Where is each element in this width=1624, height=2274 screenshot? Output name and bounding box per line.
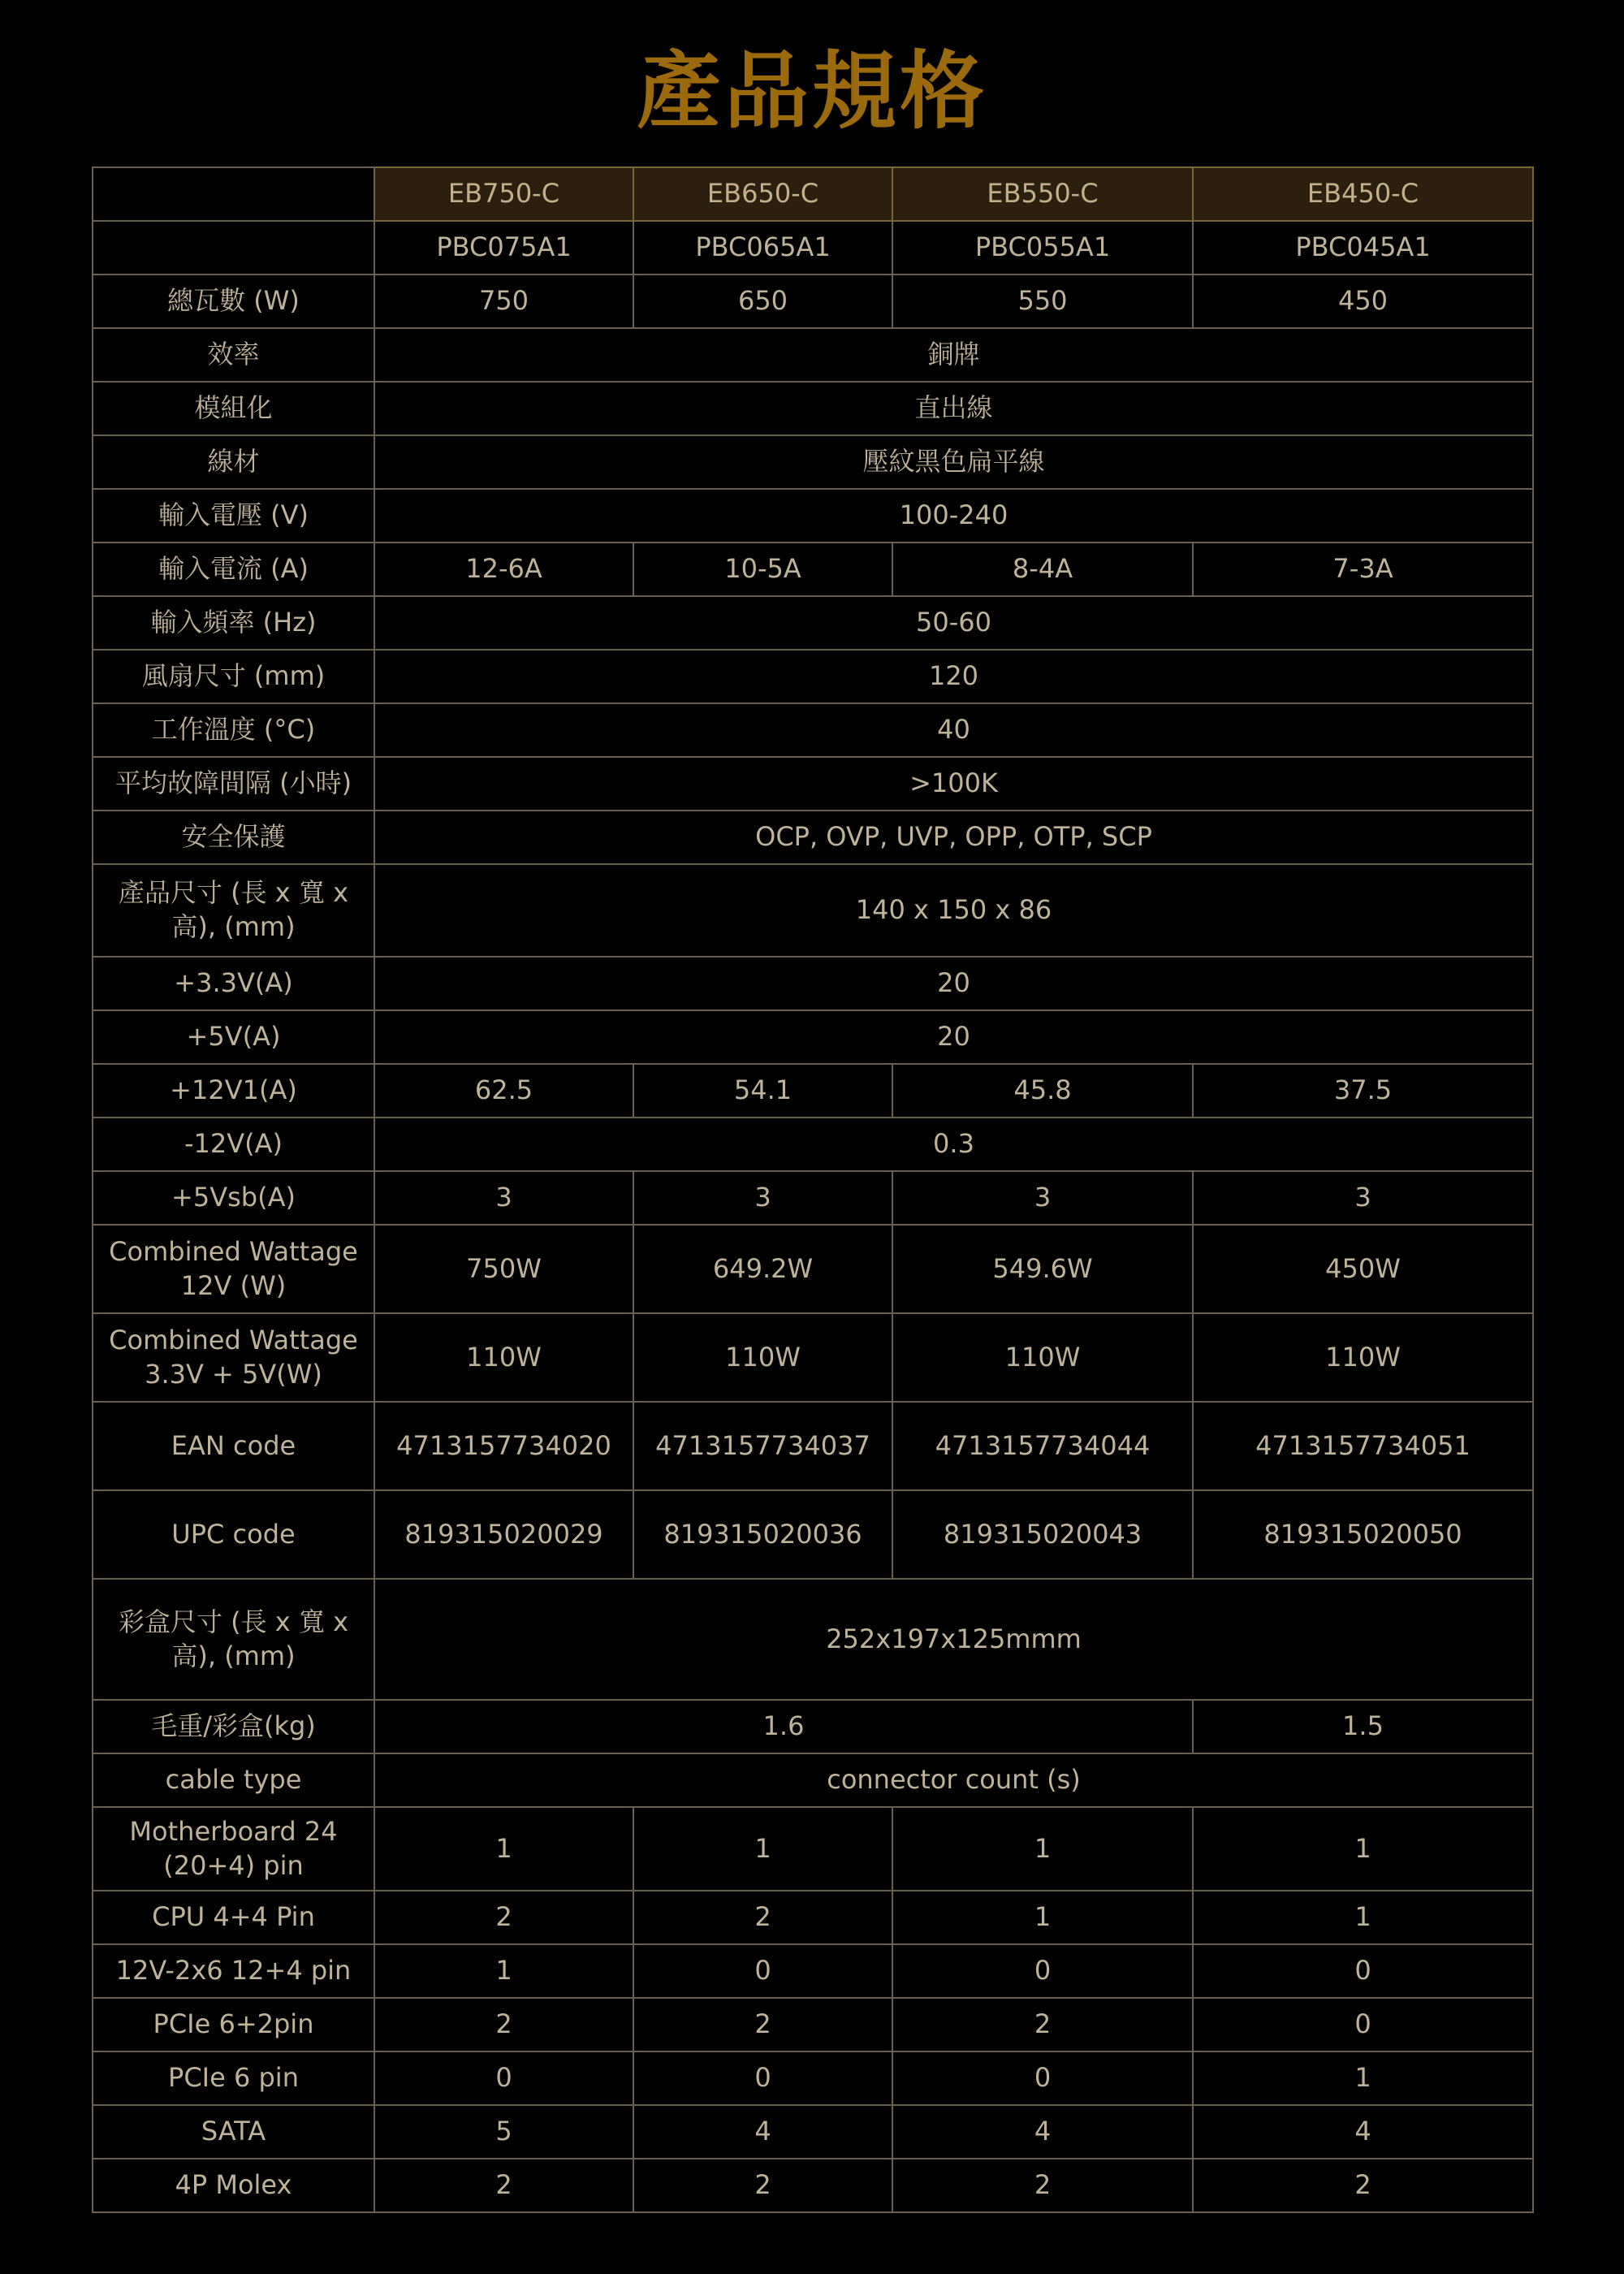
model-name-cell: EB450-C xyxy=(1193,167,1533,221)
spec-value: 550 xyxy=(892,275,1193,328)
spec-row xyxy=(93,1944,1533,1998)
spec-value: 2 xyxy=(374,1891,633,1944)
spec-label: Combined Wattage 3.3V + 5V(W) xyxy=(93,1313,374,1402)
spec-value: 40 xyxy=(374,703,1533,757)
spec-value: 100-240 xyxy=(374,489,1533,543)
spec-value: 120 xyxy=(374,650,1533,703)
spec-label: +3.3V(A) xyxy=(93,957,374,1010)
spec-value: 252x197x125mmm xyxy=(374,1579,1533,1700)
spec-value: 62.5 xyxy=(374,1064,633,1118)
spec-label: 輸入電流 (A) xyxy=(93,543,374,596)
spec-value: 110W xyxy=(374,1313,633,1402)
spec-value: 750W xyxy=(374,1225,633,1313)
spec-label: 12V-2x6 12+4 pin xyxy=(93,1944,374,1998)
spec-row xyxy=(93,435,1533,489)
spec-value: 750 xyxy=(374,275,633,328)
spec-value: 4 xyxy=(633,2105,892,2159)
spec-label: Combined Wattage 12V (W) xyxy=(93,1225,374,1313)
spec-value: 45.8 xyxy=(892,1064,1193,1118)
spec-value: 20 xyxy=(374,1010,1533,1064)
spec-value: 2 xyxy=(892,1998,1193,2051)
spec-row xyxy=(93,957,1533,1010)
spec-value: 4713157734037 xyxy=(633,1402,892,1490)
spec-value: PBC075A1 xyxy=(374,221,633,275)
spec-value: 0 xyxy=(633,2051,892,2105)
spec-row xyxy=(93,1313,1533,1402)
spec-value: 0 xyxy=(1193,1998,1533,2051)
spec-value: OCP, OVP, UVP, OPP, OTP, SCP xyxy=(374,811,1533,864)
spec-label: 平均故障間隔 (小時) xyxy=(93,757,374,811)
spec-row xyxy=(93,1118,1533,1171)
spec-value: 1.6 xyxy=(374,1700,1193,1753)
spec-value: 2 xyxy=(633,1998,892,2051)
spec-value: 549.6W xyxy=(892,1225,1193,1313)
spec-label xyxy=(93,221,374,275)
spec-row xyxy=(93,1064,1533,1118)
spec-row xyxy=(93,811,1533,864)
spec-value: 20 xyxy=(374,957,1533,1010)
spec-value: 450W xyxy=(1193,1225,1533,1313)
spec-row xyxy=(93,864,1533,957)
spec-value: 819315020029 xyxy=(374,1490,633,1579)
spec-row xyxy=(93,650,1533,703)
spec-row xyxy=(93,703,1533,757)
spec-value: PBC055A1 xyxy=(892,221,1193,275)
spec-label: PCIe 6+2pin xyxy=(93,1998,374,2051)
spec-value: 4713157734044 xyxy=(892,1402,1193,1490)
spec-label: SATA xyxy=(93,2105,374,2159)
spec-label: 安全保護 xyxy=(93,811,374,864)
spec-value: 10-5A xyxy=(633,543,892,596)
spec-label: EAN code xyxy=(93,1402,374,1490)
spec-table xyxy=(92,166,1534,2213)
spec-value: 7-3A xyxy=(1193,543,1533,596)
corner-cell xyxy=(93,167,374,221)
model-name-cell: EB650-C xyxy=(633,167,892,221)
spec-label: cable type xyxy=(93,1753,374,1807)
spec-value: 50-60 xyxy=(374,596,1533,650)
spec-value: 2 xyxy=(1193,2159,1533,2212)
spec-value: 819315020036 xyxy=(633,1490,892,1579)
spec-row xyxy=(93,757,1533,811)
spec-value: 3 xyxy=(374,1171,633,1225)
spec-value: 110W xyxy=(1193,1313,1533,1402)
spec-row xyxy=(93,221,1533,275)
spec-row xyxy=(93,1753,1533,1807)
spec-value: 110W xyxy=(892,1313,1193,1402)
spec-value: 2 xyxy=(374,2159,633,2212)
spec-value: 8-4A xyxy=(892,543,1193,596)
model-name-cell: EB550-C xyxy=(892,167,1193,221)
spec-row xyxy=(93,2159,1533,2212)
spec-value: 4 xyxy=(1193,2105,1533,2159)
spec-label: 輸入頻率 (Hz) xyxy=(93,596,374,650)
spec-label: 4P Molex xyxy=(93,2159,374,2212)
spec-row xyxy=(93,489,1533,543)
spec-row xyxy=(93,328,1533,382)
spec-row xyxy=(93,1225,1533,1313)
spec-label: +5Vsb(A) xyxy=(93,1171,374,1225)
spec-row xyxy=(93,382,1533,435)
spec-value: 0 xyxy=(374,2051,633,2105)
spec-value: 銅牌 xyxy=(374,328,1533,382)
spec-row xyxy=(93,275,1533,328)
spec-value: 110W xyxy=(633,1313,892,1402)
spec-row xyxy=(93,2051,1533,2105)
spec-value: >100K xyxy=(374,757,1533,811)
spec-value: 2 xyxy=(633,2159,892,2212)
spec-row xyxy=(93,1998,1533,2051)
spec-value: 140 x 150 x 86 xyxy=(374,864,1533,957)
spec-value: 0.3 xyxy=(374,1118,1533,1171)
model-header-row xyxy=(93,167,1533,221)
spec-value: 1 xyxy=(374,1944,633,1998)
spec-row xyxy=(93,1010,1533,1064)
spec-value: 819315020043 xyxy=(892,1490,1193,1579)
spec-value: 450 xyxy=(1193,275,1533,328)
spec-label: 效率 xyxy=(93,328,374,382)
spec-value: PBC065A1 xyxy=(633,221,892,275)
spec-label: 彩盒尺寸 (長 x 寬 x 高), (mm) xyxy=(93,1579,374,1700)
spec-value: 0 xyxy=(633,1944,892,1998)
spec-value: 650 xyxy=(633,275,892,328)
spec-value: 3 xyxy=(892,1171,1193,1225)
spec-label: UPC code xyxy=(93,1490,374,1579)
spec-value: 5 xyxy=(374,2105,633,2159)
spec-label: CPU 4+4 Pin xyxy=(93,1891,374,1944)
spec-value: 0 xyxy=(1193,1944,1533,1998)
model-name-cell: EB750-C xyxy=(374,167,633,221)
spec-label: 產品尺寸 (長 x 寬 x 高), (mm) xyxy=(93,864,374,957)
spec-value: 2 xyxy=(374,1998,633,2051)
spec-value: 1 xyxy=(892,1891,1193,1944)
spec-row xyxy=(93,1579,1533,1700)
spec-value: 1 xyxy=(633,1807,892,1891)
spec-row xyxy=(93,1700,1533,1753)
spec-label: 輸入電壓 (V) xyxy=(93,489,374,543)
spec-value: 3 xyxy=(1193,1171,1533,1225)
spec-value: 0 xyxy=(892,1944,1193,1998)
spec-value: 1 xyxy=(374,1807,633,1891)
spec-row xyxy=(93,1171,1533,1225)
spec-row xyxy=(93,1402,1533,1490)
spec-label: 風扇尺寸 (mm) xyxy=(93,650,374,703)
spec-value: 4713157734051 xyxy=(1193,1402,1533,1490)
spec-value: 4713157734020 xyxy=(374,1402,633,1490)
spec-value: 直出線 xyxy=(374,382,1533,435)
spec-value: 3 xyxy=(633,1171,892,1225)
spec-value: 1 xyxy=(1193,1891,1533,1944)
spec-label: +12V1(A) xyxy=(93,1064,374,1118)
spec-value: 2 xyxy=(633,1891,892,1944)
spec-label: -12V(A) xyxy=(93,1118,374,1171)
spec-row xyxy=(93,596,1533,650)
spec-value: 4 xyxy=(892,2105,1193,2159)
spec-value: 37.5 xyxy=(1193,1064,1533,1118)
spec-row xyxy=(93,543,1533,596)
spec-value: 2 xyxy=(892,2159,1193,2212)
spec-value: 649.2W xyxy=(633,1225,892,1313)
spec-label: 線材 xyxy=(93,435,374,489)
spec-value: 54.1 xyxy=(633,1064,892,1118)
spec-value: 1 xyxy=(1193,1807,1533,1891)
spec-label: +5V(A) xyxy=(93,1010,374,1064)
spec-label: PCIe 6 pin xyxy=(93,2051,374,2105)
spec-label: 模組化 xyxy=(93,382,374,435)
spec-row xyxy=(93,2105,1533,2159)
spec-value: 1.5 xyxy=(1193,1700,1533,1753)
page-title: 產品規格 xyxy=(636,41,987,141)
spec-row xyxy=(93,1807,1533,1891)
spec-value: connector count (s) xyxy=(374,1753,1533,1807)
spec-value: 819315020050 xyxy=(1193,1490,1533,1579)
spec-label: Motherboard 24 (20+4) pin xyxy=(93,1807,374,1891)
spec-value: 0 xyxy=(892,2051,1193,2105)
spec-value: 1 xyxy=(892,1807,1193,1891)
spec-label: 總瓦數 (W) xyxy=(93,275,374,328)
spec-value: PBC045A1 xyxy=(1193,221,1533,275)
spec-value: 1 xyxy=(1193,2051,1533,2105)
spec-label: 工作溫度 (°C) xyxy=(93,703,374,757)
spec-label: 毛重/彩盒(kg) xyxy=(93,1700,374,1753)
spec-value: 12-6A xyxy=(374,543,633,596)
spec-value: 壓紋黑色扁平線 xyxy=(374,435,1533,489)
spec-row xyxy=(93,1490,1533,1579)
spec-row xyxy=(93,1891,1533,1944)
